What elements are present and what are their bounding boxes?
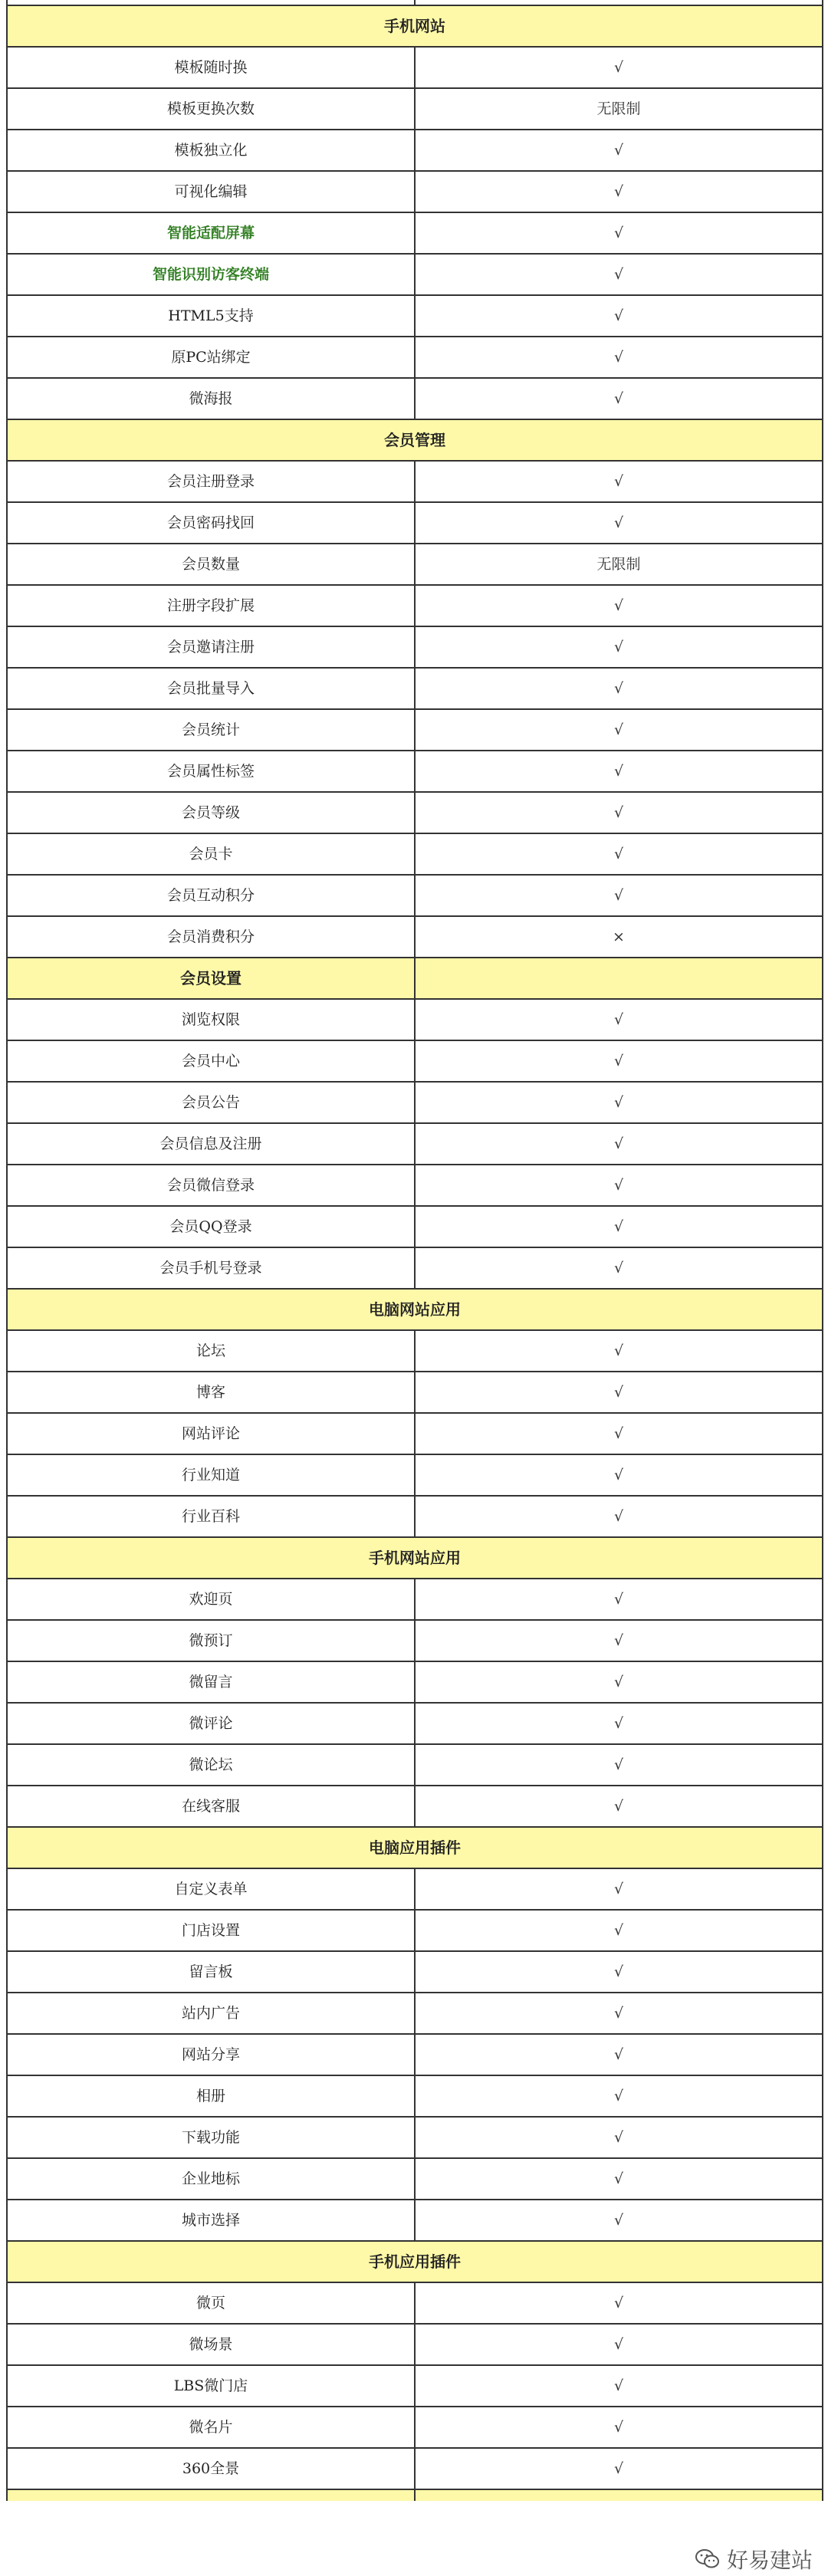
feature-table-container (6, 0, 822, 2574)
feature-value: √ (415, 2448, 823, 2489)
feature-name: 会员消费积分 (7, 916, 415, 958)
section-title: 手机应用插件 (7, 2241, 823, 2282)
feature-name: 会员等级 (7, 792, 415, 833)
feature-value: √ (415, 833, 823, 875)
table-row (7, 2158, 823, 2200)
table-row (7, 88, 823, 130)
table-row (7, 502, 823, 544)
feature-name: 会员数量 (7, 544, 415, 585)
table-row (7, 1372, 823, 1413)
feature-value: √ (415, 1496, 823, 1537)
feature-name: 智能适配屏幕 (7, 212, 415, 254)
top-edge-cell-left (7, 0, 415, 5)
table-row (7, 1247, 823, 1289)
feature-value: 无限制 (415, 544, 823, 585)
feature-name: 可视化编辑 (7, 171, 415, 212)
table-row (7, 751, 823, 792)
table-row (7, 1620, 823, 1661)
feature-name: 浏览权限 (7, 999, 415, 1040)
table-row (7, 626, 823, 668)
table-row (7, 916, 823, 958)
feature-name: 微论坛 (7, 1744, 415, 1786)
feature-name: 微预订 (7, 1620, 415, 1661)
table-row (7, 2075, 823, 2117)
feature-name: 博客 (7, 1372, 415, 1413)
feature-value: √ (415, 2282, 823, 2324)
feature-value: √ (415, 130, 823, 171)
feature-value: √ (415, 378, 823, 419)
table-row (7, 1579, 823, 1620)
feature-value: √ (415, 337, 823, 378)
table-row (7, 378, 823, 419)
table-row (7, 461, 823, 502)
table-row (7, 544, 823, 585)
feature-name: 站内广告 (7, 1993, 415, 2034)
feature-value: √ (415, 1123, 823, 1165)
table-row (7, 668, 823, 709)
feature-name: 会员批量导入 (7, 668, 415, 709)
feature-name: 原PC站绑定 (7, 337, 415, 378)
section-title: 电脑应用插件 (7, 1827, 823, 1868)
feature-value: √ (415, 295, 823, 337)
feature-value: √ (415, 1993, 823, 2034)
table-row (7, 2282, 823, 2324)
feature-value: √ (415, 254, 823, 295)
table-row (7, 1661, 823, 1703)
feature-name: 会员密码找回 (7, 502, 415, 544)
feature-name: 论坛 (7, 1330, 415, 1372)
table-row (7, 1454, 823, 1496)
feature-value: √ (415, 2075, 823, 2117)
table-row (7, 1910, 823, 1951)
feature-value: √ (415, 1165, 823, 1206)
feature-name: 城市选择 (7, 2200, 415, 2241)
feature-value: √ (415, 47, 823, 88)
feature-name: 微名片 (7, 2407, 415, 2448)
table-row (7, 1040, 823, 1082)
section-title: 手机网站 (7, 5, 823, 47)
table-row (7, 1786, 823, 1827)
feature-value: √ (415, 751, 823, 792)
section-title: 电脑网站应用 (7, 1289, 823, 1330)
table-row (7, 833, 823, 875)
section-title-blank-cell (415, 958, 823, 999)
feature-value: √ (415, 171, 823, 212)
feature-value: √ (415, 1868, 823, 1910)
feature-value: √ (415, 1040, 823, 1082)
table-row (7, 1868, 823, 1910)
feature-value: √ (415, 1206, 823, 1247)
feature-name: 微海报 (7, 378, 415, 419)
section-header-row (7, 5, 823, 47)
feature-name: 会员互动积分 (7, 875, 415, 916)
feature-value: √ (415, 709, 823, 751)
feature-name: 行业百科 (7, 1496, 415, 1537)
section-title: 手机网站应用 (7, 1537, 823, 1579)
feature-name: 留言板 (7, 1951, 415, 1993)
table-row (7, 1165, 823, 1206)
feature-name: 会员QQ登录 (7, 1206, 415, 1247)
feature-value: √ (415, 1413, 823, 1454)
feature-name: 企业地标 (7, 2158, 415, 2200)
feature-name: 注册字段扩展 (7, 585, 415, 626)
feature-name: 会员注册登录 (7, 461, 415, 502)
table-row (7, 2034, 823, 2075)
feature-name: 微页 (7, 2282, 415, 2324)
table-row (7, 337, 823, 378)
feature-name: 会员公告 (7, 1082, 415, 1123)
section-header-row (7, 1289, 823, 1330)
feature-name: 智能识别访客终端 (7, 254, 415, 295)
table-row (7, 2117, 823, 2158)
table-row (7, 1413, 823, 1454)
table-row (7, 1206, 823, 1247)
feature-value: √ (415, 792, 823, 833)
feature-value: × (415, 916, 823, 958)
section-title: 会员设置 (7, 958, 415, 999)
feature-value: √ (415, 1579, 823, 1620)
feature-value: √ (415, 1786, 823, 1827)
feature-name: HTML5支持 (7, 295, 415, 337)
feature-value: √ (415, 1661, 823, 1703)
feature-value: √ (415, 2034, 823, 2075)
feature-value: √ (415, 1247, 823, 1289)
table-row (7, 1703, 823, 1744)
feature-value: √ (415, 585, 823, 626)
feature-name: 微留言 (7, 1661, 415, 1703)
feature-value: √ (415, 999, 823, 1040)
feature-name: 模板随时换 (7, 47, 415, 88)
feature-name: 会员微信登录 (7, 1165, 415, 1206)
feature-value: √ (415, 1910, 823, 1951)
table-row (7, 2365, 823, 2407)
table-row (7, 295, 823, 337)
table-row (7, 875, 823, 916)
feature-name: 相册 (7, 2075, 415, 2117)
feature-value: √ (415, 626, 823, 668)
feature-name: 网站分享 (7, 2034, 415, 2075)
wechat-icon (695, 2548, 721, 2570)
feature-value: 无限制 (415, 88, 823, 130)
feature-name: 会员卡 (7, 833, 415, 875)
section-header-row (7, 958, 823, 999)
table-row (7, 1744, 823, 1786)
table-row (7, 2200, 823, 2241)
table-bottom-edge-row (7, 2489, 823, 2501)
feature-name: 模板独立化 (7, 130, 415, 171)
feature-value: √ (415, 1744, 823, 1786)
feature-name: 在线客服 (7, 1786, 415, 1827)
section-title: 会员管理 (7, 419, 823, 461)
feature-name: 下载功能 (7, 2117, 415, 2158)
feature-name: 360全景 (7, 2448, 415, 2489)
feature-name: 微评论 (7, 1703, 415, 1744)
feature-name: 网站评论 (7, 1413, 415, 1454)
feature-name: 会员属性标签 (7, 751, 415, 792)
table-row (7, 1082, 823, 1123)
table-row (7, 1330, 823, 1372)
feature-value: √ (415, 1372, 823, 1413)
feature-value: √ (415, 2158, 823, 2200)
bottom-edge-cell-right (415, 2489, 823, 2501)
feature-name: 欢迎页 (7, 1579, 415, 1620)
feature-value: √ (415, 1703, 823, 1744)
top-edge-cell-right (415, 0, 823, 5)
feature-value: √ (415, 1620, 823, 1661)
feature-value: √ (415, 2407, 823, 2448)
bottom-edge-cell-left (7, 2489, 415, 2501)
feature-value: √ (415, 1951, 823, 1993)
feature-name: LBS微门店 (7, 2365, 415, 2407)
feature-name: 会员统计 (7, 709, 415, 751)
table-row (7, 2324, 823, 2365)
feature-name: 会员邀请注册 (7, 626, 415, 668)
feature-value: √ (415, 1454, 823, 1496)
table-row (7, 47, 823, 88)
feature-table (6, 0, 823, 2501)
section-header-row (7, 2241, 823, 2282)
feature-name: 自定义表单 (7, 1868, 415, 1910)
feature-name: 行业知道 (7, 1454, 415, 1496)
table-row (7, 254, 823, 295)
table-row (7, 2407, 823, 2448)
feature-value: √ (415, 2200, 823, 2241)
table-row (7, 130, 823, 171)
section-header-row (7, 1827, 823, 1868)
feature-name: 微场景 (7, 2324, 415, 2365)
feature-value: √ (415, 1330, 823, 1372)
table-row (7, 2448, 823, 2489)
feature-value: √ (415, 2365, 823, 2407)
feature-name: 会员中心 (7, 1040, 415, 1082)
table-row (7, 1993, 823, 2034)
table-row (7, 792, 823, 833)
feature-name: 会员手机号登录 (7, 1247, 415, 1289)
feature-value: √ (415, 502, 823, 544)
feature-value: √ (415, 1082, 823, 1123)
table-top-edge-row (7, 0, 823, 5)
table-row (7, 171, 823, 212)
table-row (7, 1496, 823, 1537)
feature-value: √ (415, 461, 823, 502)
feature-name: 门店设置 (7, 1910, 415, 1951)
table-row (7, 1951, 823, 1993)
section-header-row (7, 419, 823, 461)
watermark-text: 好易建站 (726, 2548, 813, 2573)
section-header-row (7, 1537, 823, 1579)
table-row (7, 585, 823, 626)
table-row (7, 212, 823, 254)
feature-value: √ (415, 668, 823, 709)
feature-value: √ (415, 2117, 823, 2158)
feature-value: √ (415, 875, 823, 916)
feature-table-body (7, 0, 823, 2501)
table-row (7, 999, 823, 1040)
feature-name: 模板更换次数 (7, 88, 415, 130)
feature-name: 会员信息及注册 (7, 1123, 415, 1165)
feature-value: √ (415, 2324, 823, 2365)
table-row (7, 1123, 823, 1165)
feature-value: √ (415, 212, 823, 254)
table-row (7, 709, 823, 751)
watermark (690, 2542, 817, 2576)
